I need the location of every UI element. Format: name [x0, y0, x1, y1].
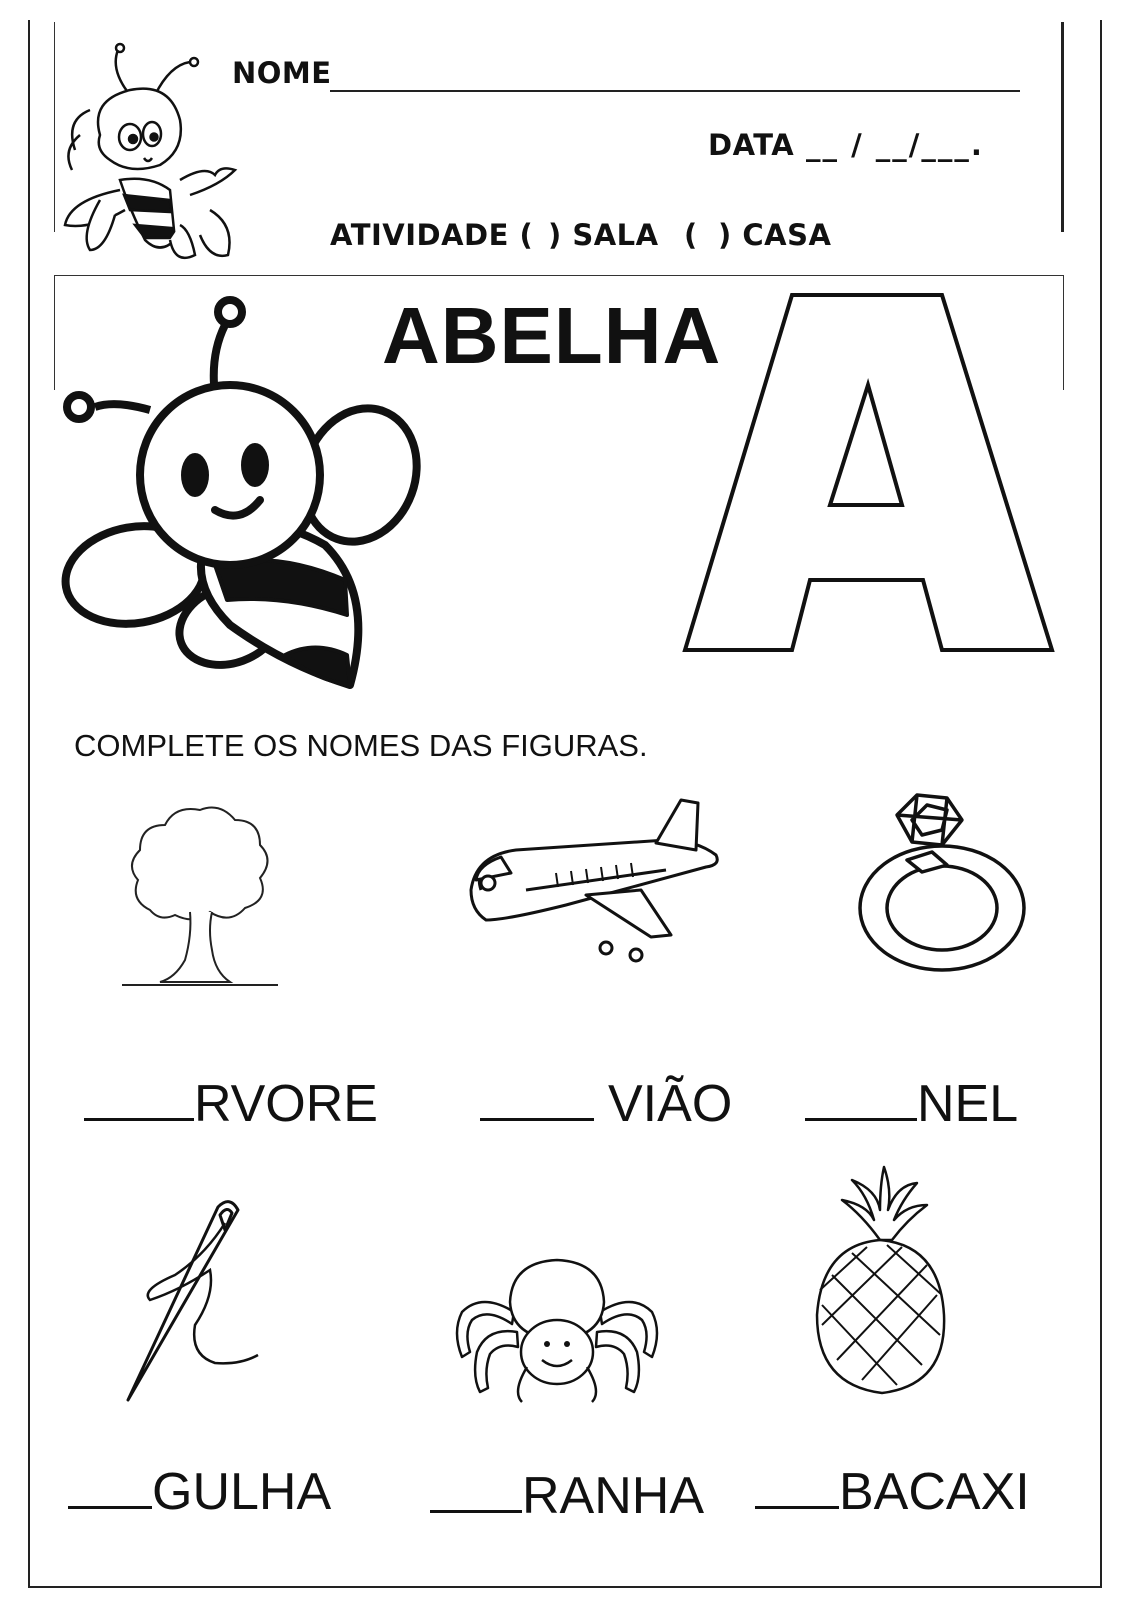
word-blank-abacaxi[interactable]: [755, 1462, 1030, 1522]
activity-sala-option[interactable]: ) SALA: [548, 218, 659, 252]
bee-mascot-icon: [60, 40, 240, 270]
word-agulha: GULHA: [152, 1463, 332, 1521]
name-label: NOME: [232, 56, 332, 90]
ring-icon: [852, 790, 1032, 980]
airplane-icon: [466, 795, 726, 975]
activity-casa-option[interactable]: ) CASA: [718, 218, 832, 252]
tree-icon: [120, 800, 280, 990]
word-aviao: VIÃO: [608, 1075, 733, 1133]
activity-casa-paren: (: [684, 218, 698, 252]
pineapple-icon: [812, 1165, 952, 1400]
needle-icon: [120, 1195, 270, 1405]
word-blank-agulha[interactable]: [68, 1462, 331, 1522]
word-aranha: RANHA: [522, 1467, 705, 1525]
letter-a-outline: [680, 290, 1060, 660]
word-blank-arvore[interactable]: [84, 1074, 378, 1134]
word-blank-anel[interactable]: [805, 1074, 1018, 1134]
name-field[interactable]: [330, 90, 1020, 92]
date-field[interactable]: __ / __/___.: [806, 128, 984, 162]
bee-icon: [55, 295, 455, 695]
letter-a-text: A: [680, 290, 681, 291]
page-title: ABELHA: [382, 291, 722, 380]
instruction-text: COMPLETE OS NOMES DAS FIGURAS.: [74, 728, 648, 763]
word-anel: NEL: [917, 1075, 1019, 1133]
spider-icon: [452, 1252, 662, 1402]
word-blank-aranha[interactable]: [430, 1466, 704, 1526]
word-blank-aviao[interactable]: [480, 1074, 732, 1134]
date-label: DATA: [708, 128, 795, 162]
activity-label: ATIVIDADE (: [330, 218, 534, 252]
word-arvore: RVORE: [194, 1075, 378, 1133]
word-abacaxi: BACAXI: [839, 1463, 1030, 1521]
